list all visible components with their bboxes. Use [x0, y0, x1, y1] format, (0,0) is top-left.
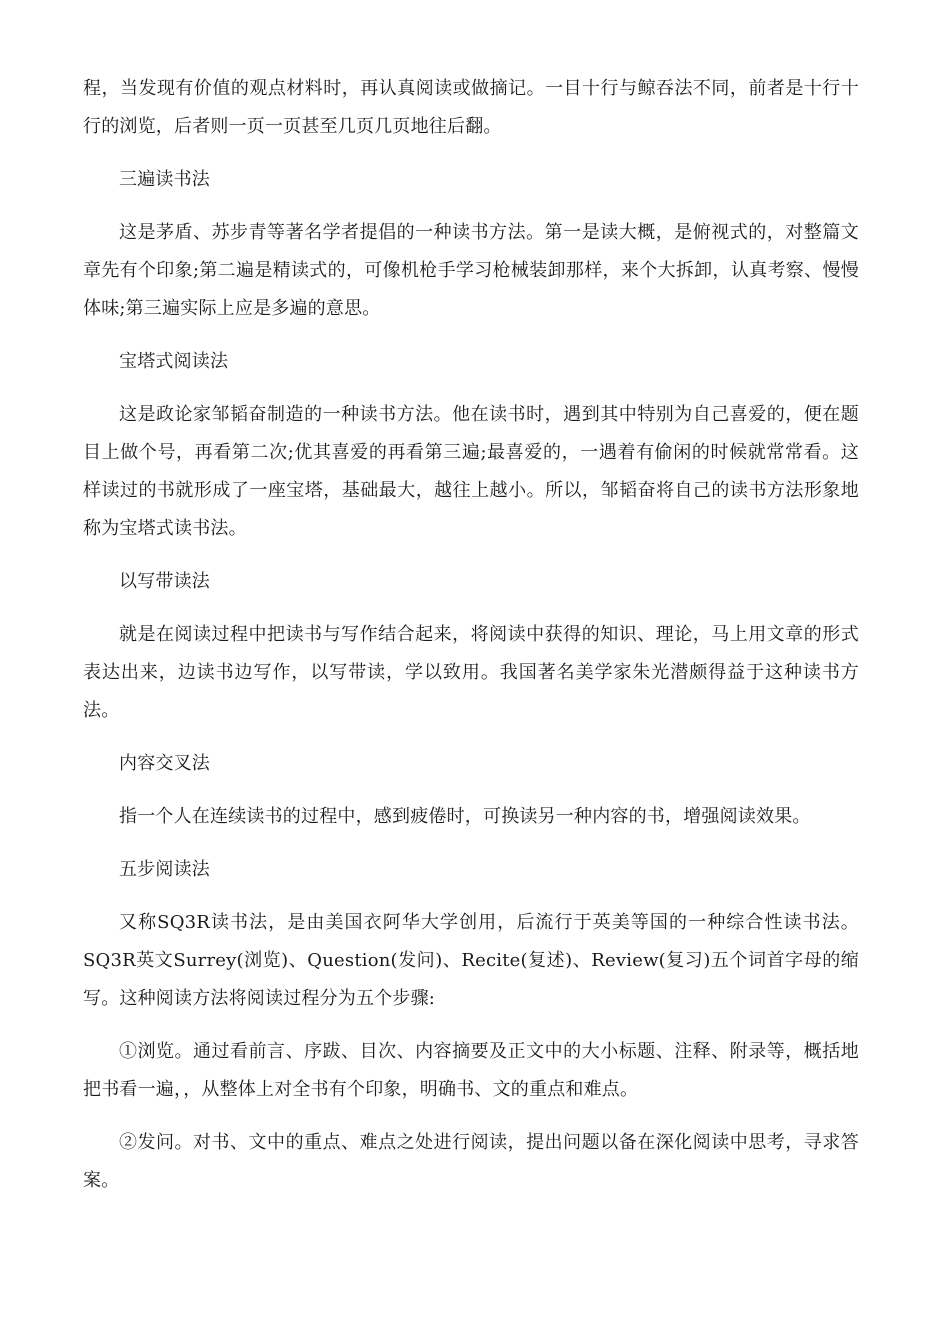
body-paragraph: 就是在阅读过程中把读书与写作结合起来，将阅读中获得的知识、理论，马上用文章的形式表达出来，边读书边写作，以写带读，学以致用。我国著名美学家朱光潜颇得益于这种读书方法。: [83, 624, 859, 721]
body-paragraph: 又称SQ3R读书法，是由美国衣阿华大学创用，后流行于英美等国的一种综合性读书法。SQ3R英文Surrey(浏览)、Question(发问)、Recite(复述)、Review(复习)五个词首字母的缩写。这种阅读方法将阅读过程分为五个步骤:: [83, 912, 859, 1009]
body-paragraph: 程，当发现有价值的观点材料时，再认真阅读或做摘记。一目十行与鲸吞法不同，前者是十行十行的浏览，后者则一页一页甚至几页几页地往后翻。: [83, 78, 859, 137]
body-paragraph: 指一个人在连续读书的过程中，感到疲倦时，可换读另一种内容的书，增强阅读效果。: [119, 806, 811, 827]
list-item-question: ②发问。对书、文中的重点、难点之处进行阅读，提出问题以备在深化阅读中思考，寻求答案。: [83, 1132, 859, 1191]
section-heading-five-step: 五步阅读法: [119, 859, 210, 880]
body-paragraph: 这是茅盾、苏步青等著名学者提倡的一种读书方法。第一是读大概，是俯视式的，对整篇文章先有个印象;第二遍是精读式的，可像机枪手学习枪械装卸那样，来个大拆卸，认真考察、慢慢体味;第三遍实际上应是多遍的意思。: [83, 222, 859, 319]
section-heading-three-pass: 三遍读书法: [119, 169, 210, 190]
section-heading-content-cross: 内容交叉法: [119, 753, 210, 774]
section-heading-pagoda: 宝塔式阅读法: [119, 351, 229, 372]
document-page: [83, 70, 859, 1215]
list-item-survey: ①浏览。通过看前言、序跋、目次、内容摘要及正文中的大小标题、注释、附录等，概括地把书看一遍，，从整体上对全书有个印象，明确书、文的重点和难点。: [83, 1041, 859, 1100]
body-paragraph: 这是政论家邹韬奋制造的一种读书方法。他在读书时，遇到其中特别为自己喜爱的，便在题目上做个号，再看第二次;优其喜爱的再看第三遍;最喜爱的，一遇着有偷闲的时候就常常看。这样读过的书就形成了一座宝塔，基础最大，越往上越小。所以，邹韬奋将自己的读书方法形象地称为宝塔式读书法。: [83, 404, 859, 539]
section-heading-write-to-read: 以写带读法: [119, 571, 210, 592]
